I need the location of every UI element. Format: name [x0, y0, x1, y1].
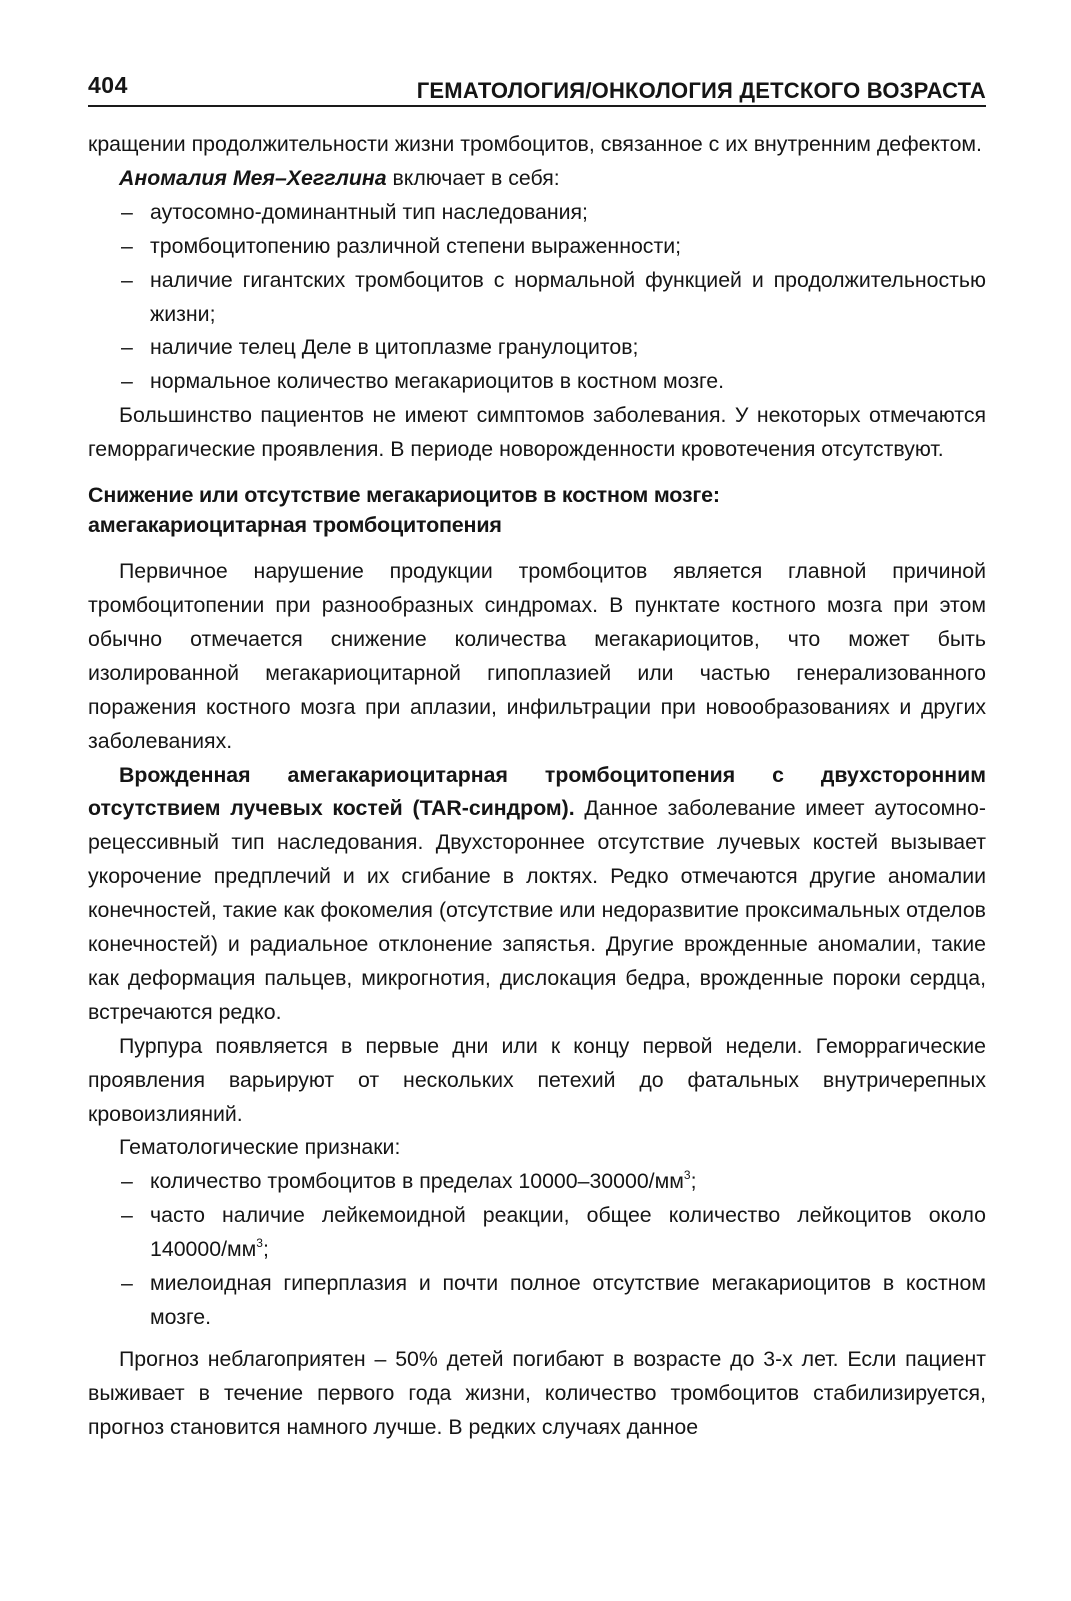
- list-item-text-end: ;: [690, 1169, 697, 1194]
- list-item: [88, 230, 986, 264]
- tar-syndrome-term: Врожденная амегакариоцитарная тромбоцитопения с двухсторонним отсутствием лучевых костей (TAR-синдром).: [88, 762, 986, 821]
- header-rule: [88, 105, 986, 107]
- list-item: [88, 264, 986, 332]
- list-item-text: аутосомно-доминантный тип наследования;: [150, 199, 588, 224]
- running-title: ГЕМАТОЛОГИЯ/ОНКОЛОГИЯ ДЕТСКОГО ВОЗРАСТА: [416, 78, 986, 103]
- dash-bullet: –: [121, 267, 133, 292]
- purpura-paragraph: Пурпура появляется в первые дни или к концу первой недели. Геморрагические проявления варьируют от нескольких петехий до фатальных внутричерепных кровоизлияний.: [88, 1033, 986, 1126]
- may-hegglin-term: Аномалия Мея–Хегглина: [119, 165, 387, 190]
- list-item-text-end: ;: [262, 1237, 269, 1262]
- list-item-text: нормальное количество мегакариоцитов в костном мозге.: [150, 369, 725, 394]
- section-heading-line-1: Снижение или отсутствие мегакариоцитов в костном мозге:: [88, 483, 720, 508]
- hematology-list: [88, 1165, 986, 1335]
- dash-bullet: –: [121, 1203, 133, 1228]
- dash-bullet: –: [121, 335, 133, 360]
- prognosis-paragraph: Прогноз неблагоприятен – 50% детей погибают в возрасте до 3-х лет. Если пациент выживает в течение первого года жизни, количество тромбоцитов стабилизируется, прогноз становится намного лучше. В редких случаях данное: [88, 1346, 986, 1439]
- page-body: [88, 128, 986, 1445]
- may-hegglin-list: [88, 196, 986, 399]
- paragraph-continuation: кращении продолжительности жизни тромбоцитов, связанное с их внутренним дефектом.: [88, 132, 982, 156]
- tar-syndrome-paragraph: [88, 759, 986, 1030]
- dash-bullet: –: [121, 199, 133, 224]
- list-item-text: наличие телец Деле в цитоплазме гранулоцитов;: [150, 335, 639, 360]
- page-header: [88, 72, 986, 108]
- dash-bullet: –: [121, 369, 133, 394]
- list-item: [88, 1199, 986, 1267]
- dash-bullet: –: [121, 233, 133, 258]
- symptoms-paragraph: Большинство пациентов не имеют симптомов заболевания. У некоторых отмечаются геморрагические проявления. В периоде новорожденности кровотечения отсутствуют.: [88, 403, 986, 462]
- list-item: [88, 196, 986, 230]
- may-hegglin-intro: [88, 162, 986, 196]
- dash-bullet: –: [121, 1169, 133, 1194]
- dash-bullet: –: [121, 1271, 133, 1296]
- page-number: 404: [88, 72, 128, 98]
- superscript: 3: [683, 1168, 691, 1183]
- list-item-text: часто наличие лейкемоидной реакции, общее количество лейкоцитов около 140000/мм: [150, 1203, 986, 1262]
- list-item: [88, 1165, 986, 1199]
- list-item: [88, 331, 986, 365]
- list-item-text: тромбоцитопению различной степени выраженности;: [150, 233, 682, 258]
- primary-disorder-paragraph: Первичное нарушение продукции тромбоцитов является главной причиной тромбоцитопении при разнообразных синдромах. В пунктате костного мозга при этом обычно отмечается снижение количества мегакариоцитов, что может быть изолированной мегакариоцитарной гипоплазией или частью генерализованного поражения костного мозга при аплазии, инфильтрации при новообразованиях и других заболеваниях.: [88, 559, 986, 753]
- section-heading-line-2: амегакариоцитарная тромбоцитопения: [88, 513, 502, 538]
- section-heading: [88, 480, 986, 540]
- hematology-lead: Гематологические признаки:: [119, 1135, 401, 1160]
- list-item: [88, 1267, 986, 1335]
- tar-syndrome-text: Данное заболевание имеет аутосомно-рецессивный тип наследования. Двухстороннее отсутствие лучевых костей вызывает укорочение предплечий и их сгибание в локтях. Редко отмечаются другие аномалии конечностей, такие как фокомелия (отсутствие или недоразвитие проксимальных отделов конечностей) и радиальное отклонение запястья. Другие врожденные аномалии, такие как деформация пальцев, микрогнотия, дислокация бедра, врожденные пороки сердца, встречаются редко.: [88, 796, 986, 1024]
- may-hegglin-lead: включает в себя:: [386, 165, 560, 190]
- list-item-text: миелоидная гиперплазия и почти полное отсутствие мегакариоцитов в костном мозге.: [150, 1271, 986, 1329]
- list-item: [88, 365, 986, 399]
- superscript: 3: [256, 1236, 263, 1251]
- list-item-text: количество тромбоцитов в пределах 10000–30000/мм: [150, 1169, 684, 1194]
- list-item-text: наличие гигантских тромбоцитов с нормальной функцией и продолжительностью жизни;: [150, 267, 986, 326]
